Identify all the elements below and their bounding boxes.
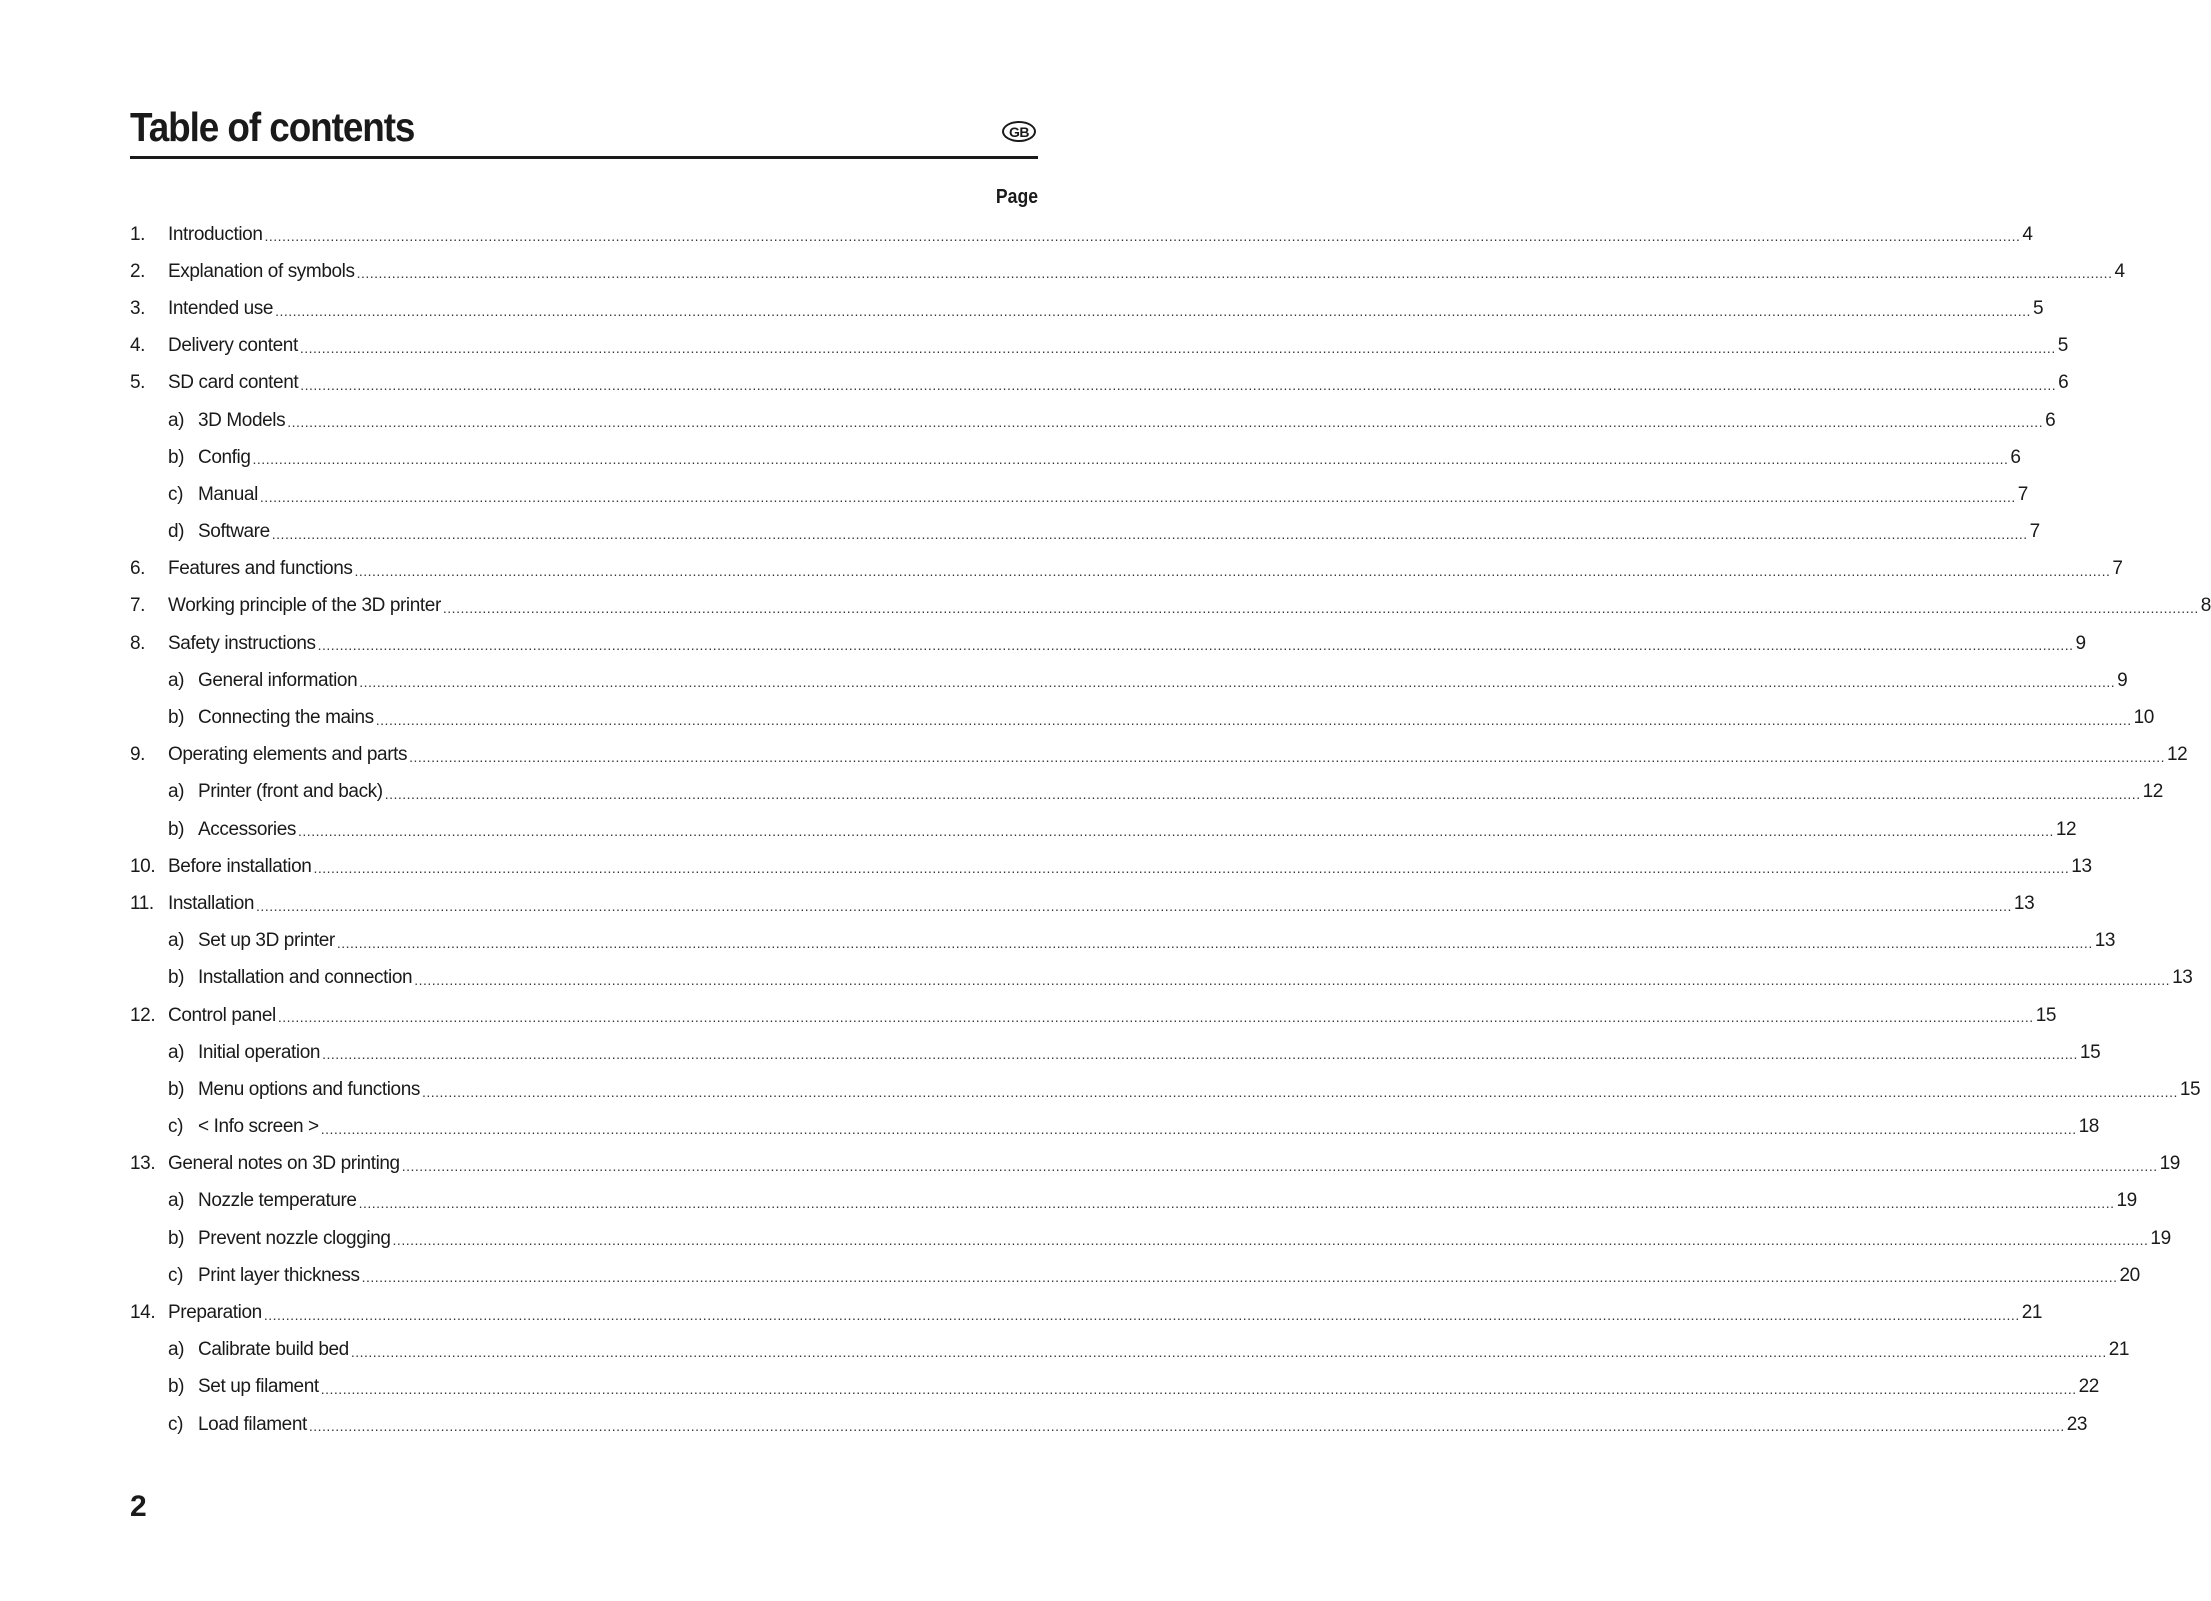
toc-subentry	[130, 1183, 2137, 1220]
toc-page: 21	[2108, 1339, 2130, 1361]
toc-text: Load filament	[198, 1413, 307, 1435]
toc-page: 7	[2112, 558, 2123, 580]
toc-dot-leader: ................................................................................................................................................................................................................................................................................................................................................................................................................	[442, 600, 2199, 617]
toc-text: General notes on 3D printing	[168, 1153, 400, 1175]
toc-entry	[130, 551, 2123, 588]
toc-dot-leader: ................................................................................................................................................................................................................................................................................................................................................................................................................	[298, 823, 2054, 840]
toc-text: Working principle of the 3D printer	[168, 595, 441, 617]
toc-text: < Info screen >	[198, 1116, 319, 1138]
toc-number: 7.	[130, 595, 146, 617]
toc-page: 10	[2133, 707, 2154, 729]
toc-entry	[130, 365, 2069, 402]
toc-text: Safety instructions	[168, 632, 316, 654]
toc-page: 22	[2078, 1376, 2099, 1398]
toc-letter: c)	[168, 1264, 184, 1286]
toc-subentry	[130, 774, 2163, 811]
toc-text: Print layer thickness	[198, 1264, 360, 1286]
toc-letter: b)	[168, 707, 185, 729]
toc-entry	[130, 997, 2057, 1034]
toc-dot-leader: ................................................................................................................................................................................................................................................................................................................................................................................................................	[259, 488, 2016, 505]
toc-text: Initial operation	[198, 1041, 321, 1063]
toc-subentry	[130, 1257, 2140, 1294]
toc-entry	[130, 216, 2033, 253]
toc-dot-leader: ................................................................................................................................................................................................................................................................................................................................................................................................................	[317, 637, 2074, 654]
toc-text: Nozzle temperature	[198, 1190, 357, 1212]
toc-page: 18	[2078, 1116, 2099, 1138]
toc-page: 6	[2058, 372, 2069, 394]
language-badge: GB	[1002, 121, 1036, 142]
toc-dot-leader: ................................................................................................................................................................................................................................................................................................................................................................................................................	[356, 265, 2113, 282]
toc-letter: a)	[168, 930, 185, 952]
toc-dot-leader: ................................................................................................................................................................................................................................................................................................................................................................................................................	[313, 860, 2070, 877]
toc-text: Features and functions	[168, 558, 353, 580]
toc-page: 12	[2055, 818, 2077, 840]
toc-subentry	[130, 699, 2154, 736]
toc-page: 13	[2071, 855, 2092, 877]
toc-letter: a)	[168, 409, 185, 431]
toc-subentry	[130, 1109, 2099, 1146]
toc-letter: b)	[168, 1376, 185, 1398]
toc-page: 20	[2119, 1264, 2140, 1286]
toc-letter: a)	[168, 781, 185, 803]
toc-page: 9	[2075, 632, 2086, 654]
toc-dot-leader: ................................................................................................................................................................................................................................................................................................................................................................................................................	[421, 1083, 2178, 1100]
page-number: 2	[130, 1490, 147, 1523]
toc-entry	[130, 885, 2035, 922]
toc-subentry	[130, 476, 2028, 513]
toc-text: Installation and connection	[198, 967, 413, 989]
toc-dot-leader: ................................................................................................................................................................................................................................................................................................................................................................................................................	[409, 748, 2165, 765]
toc-entry	[130, 588, 2211, 625]
toc-dot-leader: ................................................................................................................................................................................................................................................................................................................................................................................................................	[277, 1009, 2034, 1026]
toc-text: Before installation	[168, 855, 312, 877]
page-column-label: Page	[995, 186, 1038, 208]
toc-number: 1.	[130, 223, 146, 245]
toc-subentry	[130, 923, 2116, 960]
toc-page: 7	[2029, 521, 2040, 543]
title-rule	[130, 156, 1038, 159]
toc-dot-leader: ................................................................................................................................................................................................................................................................................................................................................................................................................	[322, 1046, 2078, 1063]
toc-letter: d)	[168, 521, 185, 543]
toc-text: Connecting the mains	[198, 707, 374, 729]
toc-letter: b)	[168, 446, 185, 468]
toc-dot-leader: ................................................................................................................................................................................................................................................................................................................................................................................................................	[320, 1381, 2077, 1397]
toc-number: 13.	[130, 1153, 156, 1175]
toc-page: 6	[2045, 409, 2056, 431]
toc-text: General information	[198, 669, 358, 691]
toc-subentry	[130, 1406, 2088, 1443]
toc-number: 5.	[130, 372, 146, 394]
toc-page: 19	[2150, 1227, 2171, 1249]
toc-dot-leader: ................................................................................................................................................................................................................................................................................................................................................................................................................	[264, 228, 2021, 245]
toc-text: Set up 3D printer	[198, 930, 335, 952]
toc-number: 9.	[130, 744, 146, 766]
toc-text: Explanation of symbols	[168, 260, 355, 282]
toc-dot-leader: ................................................................................................................................................................................................................................................................................................................................................................................................................	[401, 1157, 2158, 1174]
toc-text: 3D Models	[198, 409, 286, 431]
toc-text: Intended use	[168, 297, 274, 319]
toc-number: 10.	[130, 855, 156, 877]
toc-text: Manual	[198, 483, 258, 505]
toc-page: 13	[2094, 930, 2116, 952]
toc-letter: a)	[168, 1339, 185, 1361]
toc-dot-leader: ................................................................................................................................................................................................................................................................................................................................................................................................................	[308, 1418, 2065, 1435]
toc-text: Accessories	[198, 818, 297, 840]
toc-page: 15	[2035, 1004, 2057, 1026]
toc-text: Delivery content	[168, 335, 298, 357]
toc-text: Operating elements and parts	[168, 744, 408, 766]
toc-text: Preparation	[168, 1302, 262, 1324]
toc-number: 12.	[130, 1004, 156, 1026]
toc-dot-leader: ................................................................................................................................................................................................................................................................................................................................................................................................................	[275, 302, 2031, 319]
toc-number: 4.	[130, 335, 146, 357]
toc-entry	[130, 848, 2092, 885]
toc-subentry	[130, 514, 2040, 551]
toc-page: 21	[2021, 1302, 2043, 1324]
toc-subentry	[130, 662, 2128, 699]
toc-page: 13	[2013, 892, 2035, 914]
toc-letter: b)	[168, 1078, 185, 1100]
toc-page: 13	[2172, 967, 2193, 989]
toc-subentry	[130, 960, 2193, 997]
toc-page: 19	[2159, 1153, 2180, 1175]
toc-number: 6.	[130, 558, 146, 580]
page-title: Table of contents	[130, 104, 415, 150]
toc-page: 15	[2179, 1078, 2201, 1100]
toc-text: Printer (front and back)	[198, 781, 383, 803]
toc-dot-leader: ................................................................................................................................................................................................................................................................................................................................................................................................................	[361, 1269, 2118, 1286]
toc-dot-leader: ................................................................................................................................................................................................................................................................................................................................................................................................................	[320, 1120, 2077, 1137]
toc-subentry	[130, 1332, 2130, 1369]
toc-page: 4	[2114, 260, 2125, 282]
toc-letter: a)	[168, 1041, 185, 1063]
toc-entry	[130, 625, 2086, 662]
toc-number: 11.	[130, 892, 154, 914]
toc-page: 12	[2142, 781, 2163, 803]
toc-text: SD card content	[168, 372, 299, 394]
toc-page: 9	[2117, 669, 2128, 691]
toc-letter: a)	[168, 669, 185, 691]
toc-subentry	[130, 1071, 2201, 1108]
toc-page: 5	[2057, 335, 2068, 357]
table-of-contents	[130, 216, 2211, 1443]
toc-dot-leader: ................................................................................................................................................................................................................................................................................................................................................................................................................	[392, 1232, 2149, 1249]
toc-letter: b)	[168, 967, 185, 989]
toc-letter: b)	[168, 818, 185, 840]
toc-letter: b)	[168, 1227, 185, 1249]
toc-page: 5	[2032, 297, 2044, 319]
toc-subentry	[130, 439, 2021, 476]
toc-number: 14.	[130, 1302, 156, 1324]
toc-number: 3.	[130, 297, 146, 319]
toc-text: Set up filament	[198, 1376, 319, 1398]
toc-text: Config	[198, 446, 251, 468]
toc-dot-leader: ................................................................................................................................................................................................................................................................................................................................................................................................................	[384, 786, 2141, 802]
toc-dot-leader: ................................................................................................................................................................................................................................................................................................................................................................................................................	[414, 971, 2171, 988]
toc-page: 8	[2200, 595, 2211, 617]
toc-dot-leader: ................................................................................................................................................................................................................................................................................................................................................................................................................	[263, 1306, 2020, 1323]
toc-subentry	[130, 811, 2077, 848]
toc-dot-leader: ................................................................................................................................................................................................................................................................................................................................................................................................................	[375, 711, 2132, 728]
toc-subentry	[130, 1220, 2171, 1257]
toc-dot-leader: ................................................................................................................................................................................................................................................................................................................................................................................................................	[359, 674, 2116, 691]
toc-letter: c)	[168, 1116, 184, 1138]
toc-page: 19	[2116, 1190, 2137, 1212]
toc-page: 15	[2079, 1041, 2101, 1063]
toc-page: 12	[2166, 744, 2188, 766]
toc-entry	[130, 1294, 2043, 1331]
toc-letter: a)	[168, 1190, 185, 1212]
toc-text: Introduction	[168, 223, 263, 245]
toc-letter: c)	[168, 483, 184, 505]
toc-entry	[130, 253, 2125, 290]
toc-dot-leader: ................................................................................................................................................................................................................................................................................................................................................................................................................	[299, 339, 2056, 356]
toc-text: Prevent nozzle clogging	[198, 1227, 391, 1249]
toc-page: 23	[2066, 1413, 2088, 1435]
toc-entry	[130, 290, 2044, 327]
toc-page: 4	[2022, 223, 2033, 245]
toc-entry	[130, 737, 2188, 774]
toc-page: 6	[2010, 446, 2021, 468]
toc-entry	[130, 1146, 2180, 1183]
toc-dot-leader: ................................................................................................................................................................................................................................................................................................................................................................................................................	[256, 897, 2012, 914]
toc-entry	[130, 328, 2068, 365]
toc-text: Software	[198, 521, 270, 543]
toc-text: Menu options and functions	[198, 1078, 420, 1100]
toc-text: Installation	[168, 892, 255, 914]
toc-dot-leader: ................................................................................................................................................................................................................................................................................................................................................................................................................	[300, 376, 2057, 393]
toc-text: Control panel	[168, 1004, 276, 1026]
toc-dot-leader: ................................................................................................................................................................................................................................................................................................................................................................................................................	[336, 934, 2093, 951]
toc-text: Calibrate build bed	[198, 1339, 349, 1361]
toc-subentry	[130, 402, 2056, 439]
toc-dot-leader: ................................................................................................................................................................................................................................................................................................................................................................................................................	[350, 1343, 2107, 1360]
toc-dot-leader: ................................................................................................................................................................................................................................................................................................................................................................................................................	[252, 451, 2009, 468]
toc-dot-leader: ................................................................................................................................................................................................................................................................................................................................................................................................................	[271, 525, 2028, 542]
toc-subentry	[130, 1369, 2099, 1406]
toc-number: 2.	[130, 260, 146, 282]
toc-page: 7	[2017, 483, 2028, 505]
toc-dot-leader: ................................................................................................................................................................................................................................................................................................................................................................................................................	[287, 414, 2044, 431]
toc-subentry	[130, 1034, 2101, 1071]
toc-dot-leader: ................................................................................................................................................................................................................................................................................................................................................................................................................	[354, 562, 2111, 579]
toc-dot-leader: ................................................................................................................................................................................................................................................................................................................................................................................................................	[358, 1195, 2115, 1212]
toc-letter: c)	[168, 1413, 184, 1435]
toc-number: 8.	[130, 632, 146, 654]
